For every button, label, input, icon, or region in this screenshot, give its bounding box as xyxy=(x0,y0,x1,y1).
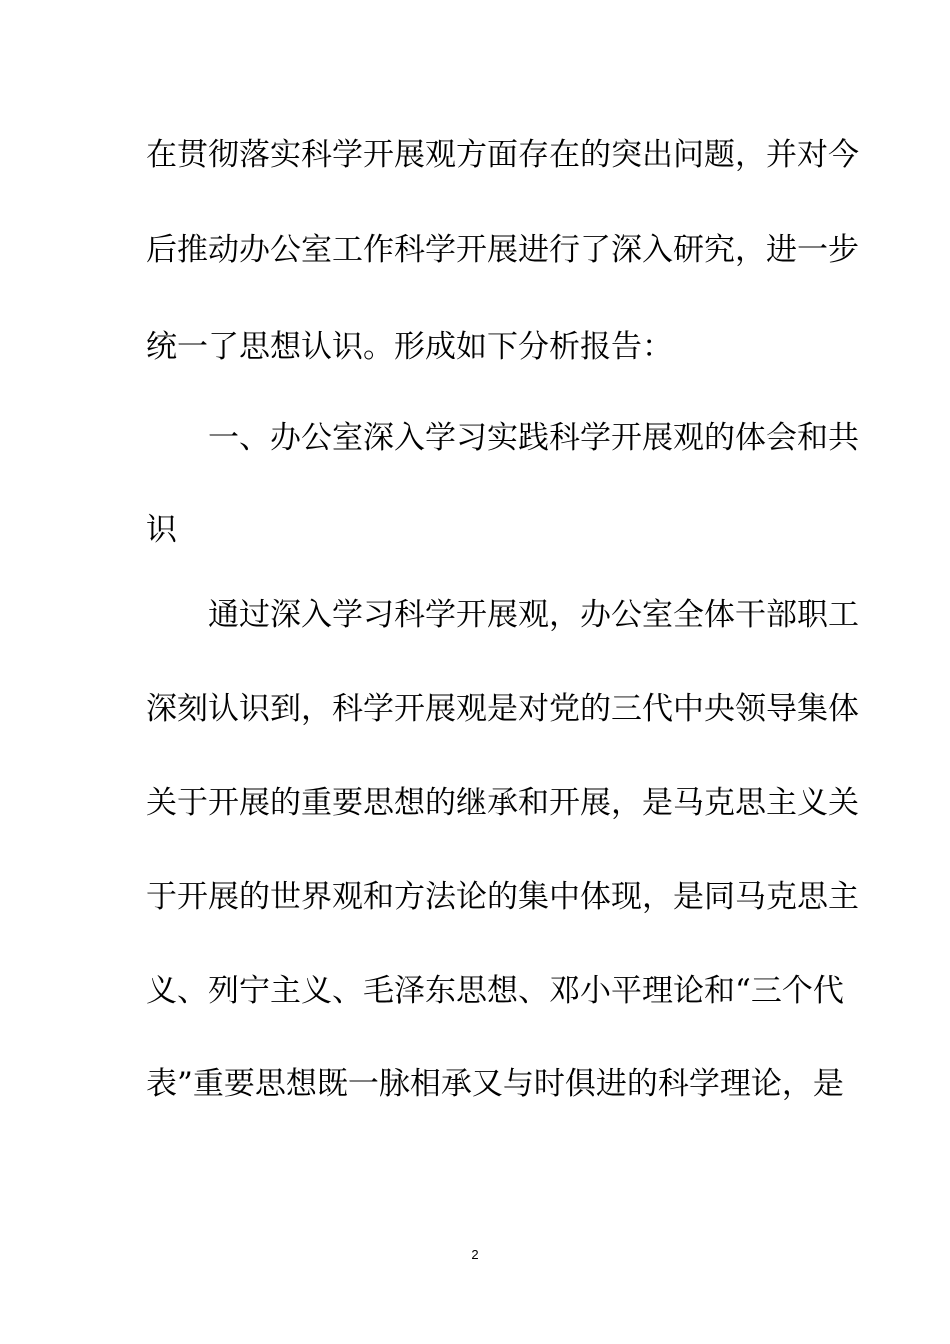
text-line-11: 表”重要思想既一脉相承又与时俱进的科学理论，是 xyxy=(146,1066,844,1102)
section-heading-line-1: 一、办公室深入学习实践科学开展观的体会和共 xyxy=(146,420,859,456)
section-heading-line-2: 识 xyxy=(146,512,177,548)
text-line-8: 关于开展的重要思想的继承和开展，是马克思主义关 xyxy=(146,785,859,821)
page-number: 2 xyxy=(471,1247,479,1262)
text-line-2: 后推动办公室工作科学开展进行了深入研究，进一步 xyxy=(146,232,859,268)
text-line-10: 义、列宁主义、毛泽东思想、邓小平理论和“三个代 xyxy=(146,973,844,1009)
text-line-3: 统一了思想认识。形成如下分析报告： xyxy=(146,329,673,365)
text-line-7: 深刻认识到，科学开展观是对党的三代中央领导集体 xyxy=(146,691,859,727)
text-line-9: 于开展的世界观和方法论的集中体现，是同马克思主 xyxy=(146,879,859,915)
text-line-6: 通过深入学习科学开展观，办公室全体干部职工 xyxy=(146,597,859,633)
text-line-1: 在贯彻落实科学开展观方面存在的突出问题，并对今 xyxy=(146,137,859,173)
